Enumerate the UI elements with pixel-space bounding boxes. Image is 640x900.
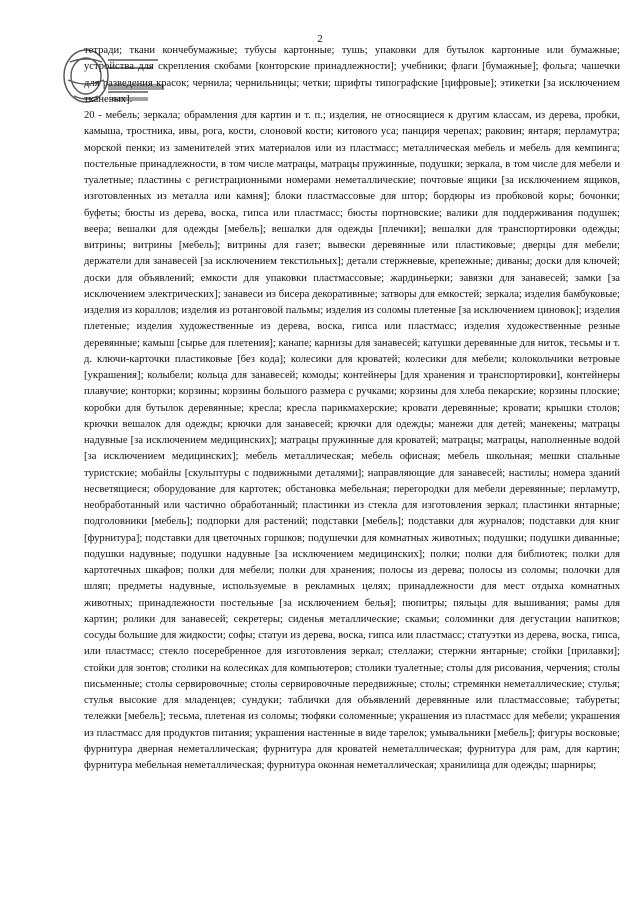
paragraph-class-20: 20 - мебель; зеркала; обрамления для картин и т. п.; изделия, не относящиеся к другим классам, из дерева, пробки, камыша, тростника, ивы, рога, кости, слоновой кости; китового уса; панциря черепах; раковин; янтаря; перламутра; морской пенки; из заменителей этих материалов или из пластмасс; металлическая мебель и мебель для кемпинга; постельные принадлежности, в том числе матрацы, матрацы пружинные, подушки; зеркала, в том числе для мебели и туалетные; пластины с регистрационными номерами неметаллические; почтовые ящики [за исключением ящиков, изготовленных из металла или камня]; блоки пластмассовые для штор; бордюры из пробковой коры; бочонки; буфеты; бюсты из дерева, воска, гипса или пластмасс; бюсты портновские; валики для поддерживания подушек; веера; вешалки для одежды [мебель]; вешалки для одежды [плечики]; вешалки для транспортировки одежды; витрины; витрины [мебель]; витрины для газет; вывески деревянные или пластиковые; дверцы для мебели; держатели для занавесей [за исключением текстильных]; детали стержневые, крепежные; диваны; доски для ключей; доски для объявлений; емкости для упаковки пластмассовые; жардиньерки; завязки для занавесей; замки [за исключением электрических]; занавеси из бисера декоративные; затворы для емкостей; зеркала; изделия бамбуковые; изделия из кораллов; изделия из ротанговой пальмы; изделия из соломы плетеные [за исключением циновок]; изделия плетеные; изделия художественные из дерева, воска, гипса или пластмасс; изделия художественные резные деревянные; камыш [сырье для плетения]; канапе; карнизы для занавесей; катушки деревянные для ниток, тесьмы и т. д. ключи-карточки пластиковые [без кода]; колесики для кроватей; колесики для мебели; колокольчики ветровые [украшения]; колыбели; кольца для занавесей; комоды; контейнеры [для хранения и транспортировки], контейнеры плавучие; конторки; корзины; корзины большого размера с ручками; корзины для хлеба пекарские; корзины плоские; коробки для бутылок деревянные; кресла; кресла парикмахерские; кровати деревянные; кровати; крышки столов; крючки вешалок для одежды; крючки для занавесей; крючки для одежды; манежи для детей; манекены; матрацы надувные [за исключением медицинских]; матрацы пружинные для кроватей; матрацы; матрацы, наполненные водой [за исключением медицинских]; мебель металлическая; мебель офисная; мебель школьная; мешки спальные туристские; мобайлы [скульптуры с подвижными деталями]; направляющие для занавесей; настилы; номера зданий несветящиеся; оборудование для картотек; обстановка мебельная; перегородки для мебели деревянные; перламутр, необработанный или частично обработанный; пластинки из стекла для изготовления зеркал; пластинки янтарные; подголовники [мебель]; подпорки для растений; подставки [мебель]; подставки для журналов; подставки для книг [фурнитура]; подставки для цветочных горшков; подушечки для комнатных животных; подушки; подушки диванные; подушки надувные; подушки надувные [за исключением медицинских]; полки; полки для библиотек; полки для картотечных шкафов; полки для мебели; полки для хранения; полосы из дерева; полосы из соломы; полочки для шляп; предметы надувные, используемые в рекламных целях; принадлежности для мест отдыха комнатных животных; принадлежности постельные [за исключением белья]; пюпитры; пяльцы для вышивания; рамы для картин; ролики для занавесей; секретеры; сиденья металлические; скамьи; соломинки для дегустации напитков; сосуды большие для жидкости; софы; статуи из дерева, воска, гипса или пластмасс; статуэтки из дерева, воска, гипса, или пластмасс; стекло посеребренное для изготовления зеркал; стеллажи; стержни янтарные; стойки [прилавки]; стойки для зонтов; столики на колесиках для компьютеров; столики туалетные; столы для рисования, черчения; столы письменные; столы сервировочные; столы сервировочные передвижные; столы; стремянки неметаллические; стулья; стулья высокие для младенцев; сундуки; таблички для объявлений деревянные или пластмассовые; табуреты; тележки [мебель]; тесьма, плетеная из соломы; тюфяки соломенные; украшения из пластмасс для мебели; украшения из пластмасс для продуктов питания; украшения настенные в виде тарелок; умывальники [мебель]; фигуры восковые; фурнитура дверная неметаллическая; фурнитура для кроватей неметаллическая; фурнитура для рам, для картин; фурнитура мебельная неметаллическая; фурнитура оконная неметаллическая; хранилища для одежды; шарниры;: [84, 110, 620, 771]
paragraph-class-16-continuation: тетради; ткани кончебумажные; тубусы картонные; тушь; упаковки для бутылок картонные или бумажные; устройства для скрепления скобами [конторские принадлежности]; учебники; флаги [бумажные]; фольга; чашечки для разведения красок; чернила; чернильницы; четки; шрифты типографские [цифровые]; этикетки [за исключением тканевых].: [84, 45, 620, 105]
page-number: 2: [317, 33, 323, 45]
document-body: [84, 43, 620, 774]
